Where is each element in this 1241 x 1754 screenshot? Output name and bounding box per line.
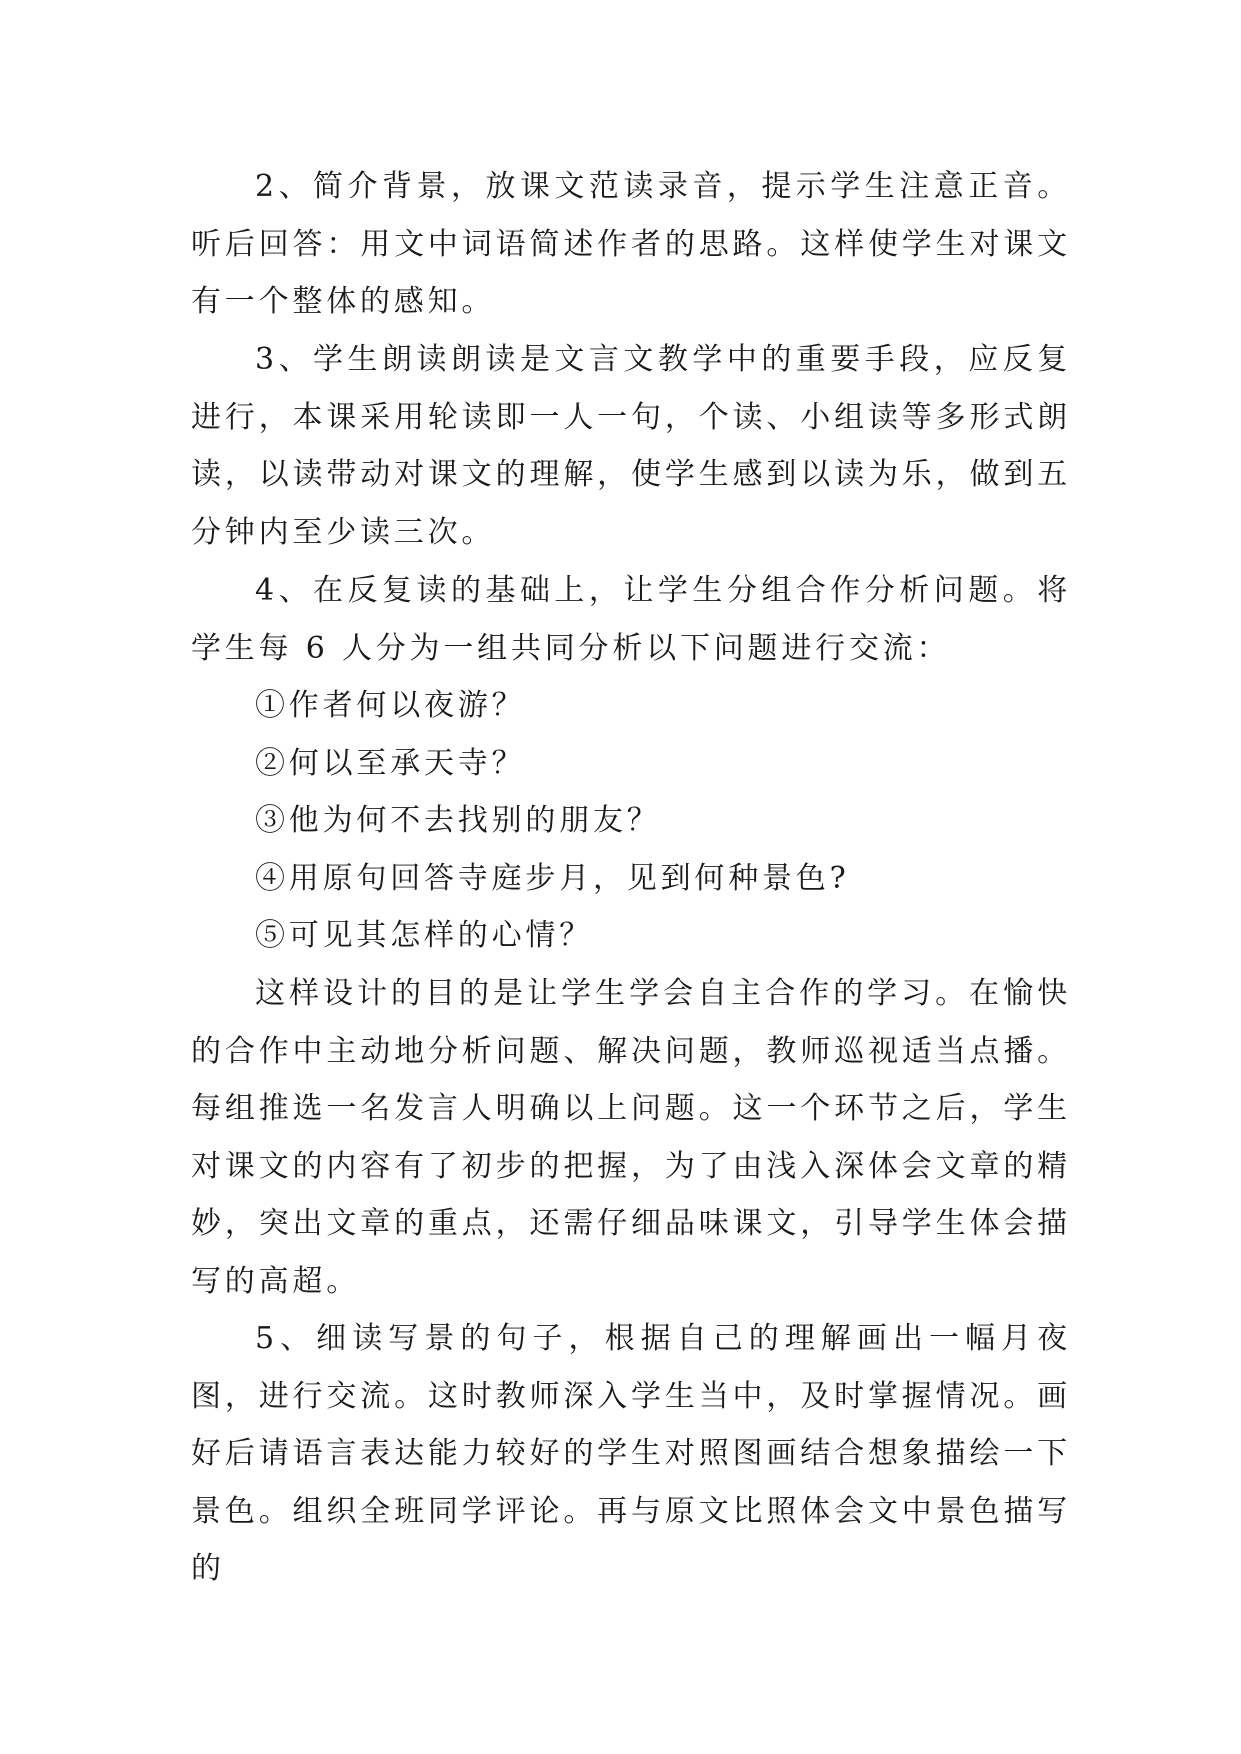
paragraph-student-reading: 3、学生朗读朗读是文言文教学中的重要手段，应反复进行，本课采用轮读即一人一句，个读、小组读等多形式朗读，以读带动对课文的理解，使学生感到以读为乐，做到五分钟内至少读三次。 bbox=[191, 342, 1071, 550]
paragraph-moon-night-drawing: 5、细读写景的句子，根据自己的理解画出一幅月夜图，进行交流。这时教师深入学生当中，及时掌握情况。画好后请语言表达能力较好的学生对照图画结合想象描绘一下景色。组织全班同学评论。再与原文比照体会文中景色描写的 bbox=[191, 1321, 1071, 1586]
question-item: ⑤可见其怎样的心情？ bbox=[255, 918, 593, 953]
question-item: ②何以至承天寺？ bbox=[255, 746, 526, 781]
paragraph-background-reading: 2、简介背景，放课文范读录音，提示学生注意正音。听后回答：用文中词语简述作者的思路。这样使学生对课文有一个整体的感知。 bbox=[191, 169, 1071, 319]
question-item: ③他为何不去找别的朋友？ bbox=[255, 803, 661, 838]
paragraph-design-purpose: 这样设计的目的是让学生学会自主合作的学习。在愉快的合作中主动地分析问题、解决问题，教师巡视适当点播。每组推选一名发言人明确以上问题。这一个环节之后，学生对课文的内容有了初步的把握，为了由浅入深体会文章的精妙，突出文章的重点，还需仔细品味课文，引导学生体会描写的高超。 bbox=[191, 976, 1071, 1299]
paragraph-group-analysis: 4、在反复读的基础上，让学生分组合作分析问题。将学生每 6 人分为一组共同分析以下问题进行交流： bbox=[191, 573, 1071, 666]
question-item: ④用原句回答寺庭步月，见到何种景色? bbox=[255, 861, 850, 896]
question-item: ①作者何以夜游？ bbox=[255, 688, 526, 723]
